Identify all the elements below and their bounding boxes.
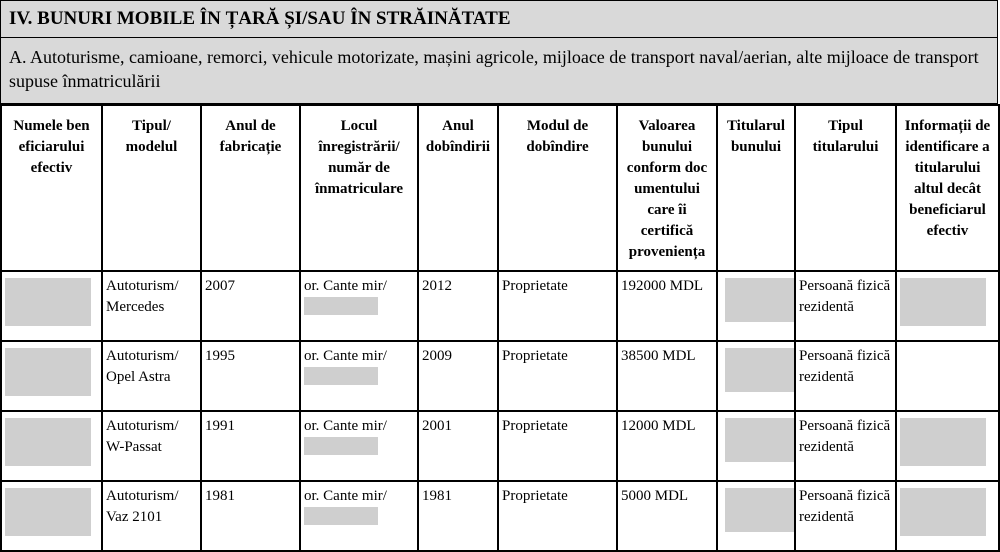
year-made-cell: 1981 [201,481,300,551]
redacted-plate [304,367,378,385]
type-model-cell: Autoturism/ Mercedes [102,271,201,341]
year-made-cell: 2007 [201,271,300,341]
owner-info-cell [896,411,999,481]
table-header-row [1,105,999,271]
value-cell: 5000 MDL [617,481,717,551]
redacted-plate [304,437,378,455]
col-header-registration: Locul înregistrării/ număr de înmatriculare [300,105,418,271]
redacted-block [900,278,986,326]
acquisition-mode-cell: Proprietate [498,481,617,551]
col-header-owner-type: Tipul titularului [795,105,896,271]
col-header-owner: Titularul bunului [717,105,795,271]
table-row [1,271,999,341]
redacted-block [5,348,91,396]
redacted-plate [304,507,378,525]
col-header-year-made: Anul de fabricație [201,105,300,271]
col-header-beneficiary: Numele ben eficiarului efectiv [1,105,102,271]
redacted-block [725,348,795,392]
acquisition-mode-cell: Proprietate [498,271,617,341]
year-made-cell: 1995 [201,341,300,411]
owner-cell [717,411,795,481]
redacted-block [725,488,795,532]
registration-text: or. Cante mir/ [304,418,387,434]
beneficiary-cell [1,481,102,551]
owner-info-cell [896,271,999,341]
registration-text: or. Cante mir/ [304,488,387,504]
registration-cell [300,481,418,551]
vehicles-table [0,104,1000,552]
owner-info-cell [896,341,999,411]
beneficiary-cell [1,271,102,341]
owner-type-cell: Persoană fizică rezidentă [795,411,896,481]
redacted-block [725,418,795,462]
year-made-cell: 1991 [201,411,300,481]
year-acquired-cell: 1981 [418,481,498,551]
value-cell: 12000 MDL [617,411,717,481]
col-header-acquisition-mode: Modul de dobîndire [498,105,617,271]
table-row [1,411,999,481]
year-acquired-cell: 2001 [418,411,498,481]
registration-text: or. Cante mir/ [304,278,387,294]
col-header-year-acquired: Anul dobîndirii [418,105,498,271]
registration-cell [300,411,418,481]
col-header-owner-info: Informații de identificare a titularului altul decât beneficiarul efectiv [896,105,999,271]
year-acquired-cell: 2012 [418,271,498,341]
beneficiary-cell [1,411,102,481]
year-acquired-cell: 2009 [418,341,498,411]
owner-cell [717,481,795,551]
owner-cell [717,341,795,411]
registration-cell [300,271,418,341]
redacted-block [900,488,986,536]
type-model-cell: Autoturism/ Opel Astra [102,341,201,411]
col-header-value: Valoarea bunului conform doc umentului care îi certifică proveniența [617,105,717,271]
redacted-block [5,278,91,326]
registration-text: or. Cante mir/ [304,348,387,364]
subsection-title: A. Autoturisme, camioane, remorci, vehicule motorizate, mașini agricole, mijloace de transport naval/aerian, alte mijloace de transport supuse înmatriculării [0,38,998,104]
redacted-plate [304,297,378,315]
col-header-type-model: Tipul/ modelul [102,105,201,271]
redacted-block [725,278,795,322]
owner-type-cell: Persoană fizică rezidentă [795,271,896,341]
owner-type-cell: Persoană fizică rezidentă [795,481,896,551]
acquisition-mode-cell: Proprietate [498,411,617,481]
value-cell: 38500 MDL [617,341,717,411]
beneficiary-cell [1,341,102,411]
acquisition-mode-cell: Proprietate [498,341,617,411]
owner-type-cell: Persoană fizică rezidentă [795,341,896,411]
type-model-cell: Autoturism/ W-Passat [102,411,201,481]
table-row [1,481,999,551]
owner-cell [717,271,795,341]
registration-cell [300,341,418,411]
owner-info-cell [896,481,999,551]
table-row [1,341,999,411]
value-cell: 192000 MDL [617,271,717,341]
type-model-cell: Autoturism/ Vaz 2101 [102,481,201,551]
redacted-block [5,488,91,536]
section-title: IV. BUNURI MOBILE ÎN ȚARĂ ȘI/SAU ÎN STRĂINĂTATE [0,0,998,38]
redacted-block [900,418,986,466]
redacted-block [5,418,91,466]
